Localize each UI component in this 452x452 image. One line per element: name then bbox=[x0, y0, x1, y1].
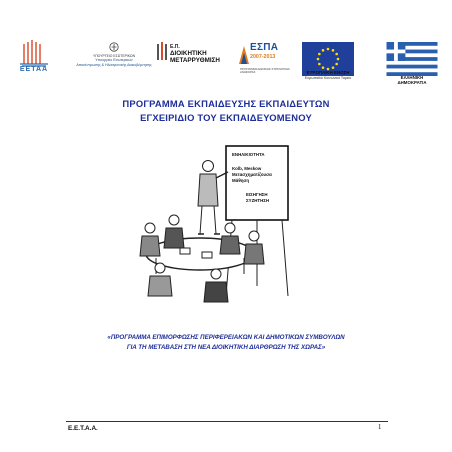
document-title: ΠΡΟΓΡΑΜΜΑ ΕΚΠΑΙΔΕΥΣΗΣ ΕΚΠΑΙΔΕΥΤΩΝ bbox=[122, 98, 330, 109]
page-number: 1 bbox=[378, 424, 382, 431]
columns-icon bbox=[156, 42, 168, 64]
eu-star bbox=[332, 66, 335, 69]
ep-dioikitiki-logo bbox=[156, 42, 224, 64]
espa-years: 2007-2013 bbox=[250, 54, 276, 60]
gr-caption bbox=[380, 75, 444, 85]
eu-caption-title: ΕΥΡΩΠΑΪΚΗ ΕΝΩΣΗ bbox=[306, 70, 350, 75]
eu-star bbox=[318, 53, 321, 56]
ep-line1: Ε.Π. bbox=[170, 44, 180, 50]
board-item-1: ΕΝΗΛΙΚΙΟΤΗΤΑ bbox=[232, 152, 265, 157]
ministry-line2: Υπουργείο Εσωτερικών bbox=[95, 58, 133, 63]
eu-caption-subtitle: Ευρωπαϊκό Κοινωνικό Ταμείο bbox=[304, 76, 352, 80]
eu-star bbox=[318, 63, 321, 66]
ministry-line1: ΥΠΟΥΡΓΕΙΟ ΕΣΩΤΕΡΙΚΩΝ bbox=[92, 54, 136, 58]
program-title-line1: «ΠΡΟΓΡΑΜΜΑ ΕΠΙΜΟΡΦΩΣΗΣ ΠΕΡΙΦΕΡΕΙΑΚΩΝ ΚΑΙ ΔΗΜΟΤΙΚΩΝ ΣΥΜΒΟΥΛΩΝ bbox=[107, 334, 345, 341]
eu-star bbox=[317, 58, 320, 61]
gr-caption-line1: ΕΛΛΗΝΙΚΗ bbox=[400, 75, 424, 80]
espa-mark-icon bbox=[238, 44, 250, 66]
greek-crest-icon bbox=[109, 42, 119, 52]
document-subtitle: ΕΓΧΕΙΡΙΔΙΟ ΤΟΥ ΕΚΠΑΙΔΕΥΟΜΕΝΟΥ bbox=[140, 112, 312, 123]
board-item-5: ΕΙΣΗΓΗΣΗ bbox=[246, 192, 268, 197]
eu-caption bbox=[288, 70, 368, 80]
eu-star bbox=[327, 48, 330, 51]
board-item-4: Μάθηση bbox=[232, 178, 250, 183]
footer-organization: Ε.Ε.Τ.Α.Α. bbox=[68, 425, 98, 432]
eu-star bbox=[337, 58, 340, 61]
eetaa-wordmark: EETAA bbox=[19, 66, 49, 73]
eu-star bbox=[322, 49, 325, 52]
greek-flag bbox=[386, 42, 438, 76]
espa-label: ΕΣΠΑ bbox=[250, 42, 279, 53]
ep-line3: ΜΕΤΑΡΡΥΘΜΙΣΗ bbox=[170, 57, 220, 64]
gr-caption-line2: ΔΗΜΟΚΡΑΤΙΑ bbox=[397, 80, 427, 85]
espa-logo bbox=[238, 42, 290, 76]
program-title-line2: ΓΙΑ ΤΗ ΜΕΤΑΒΑΣΗ ΣΤΗ ΝΕΑ ΔΙΟΙΚΗΤΙΚΗ ΔΙΑΡΘΡΩΣΗ ΤΗΣ ΧΩΡΑΣ» bbox=[126, 344, 326, 351]
ministry-line3: Αποκέντρωσης & Ηλεκτρονικής Διακυβέρνησης bbox=[76, 62, 152, 67]
eu-star bbox=[335, 53, 338, 56]
board-item-2: Κolb, Meskow bbox=[232, 166, 262, 171]
training-illustration bbox=[120, 136, 320, 304]
espa-subtitle: ΠΡΟΓΡΑΜΜΑ ΕΘΝΙΚΗΣ ΣΤΡΑΤΗΓΙΚΗΣ ΑΝΑΦΟΡΑΣ bbox=[240, 67, 290, 75]
ep-line2: ΔΙΟΙΚΗΤΙΚΗ bbox=[170, 50, 207, 57]
board-item-3: Μετασχηματίζουσα bbox=[232, 172, 272, 177]
eu-star bbox=[322, 66, 325, 69]
ministry-logo bbox=[66, 42, 162, 67]
board-item-6: ΣΥΖΗΤΗΣΗ bbox=[246, 198, 270, 203]
footer-divider bbox=[66, 421, 388, 422]
eu-star bbox=[332, 49, 335, 52]
flipchart-board bbox=[226, 146, 288, 220]
eu-star bbox=[335, 63, 338, 66]
